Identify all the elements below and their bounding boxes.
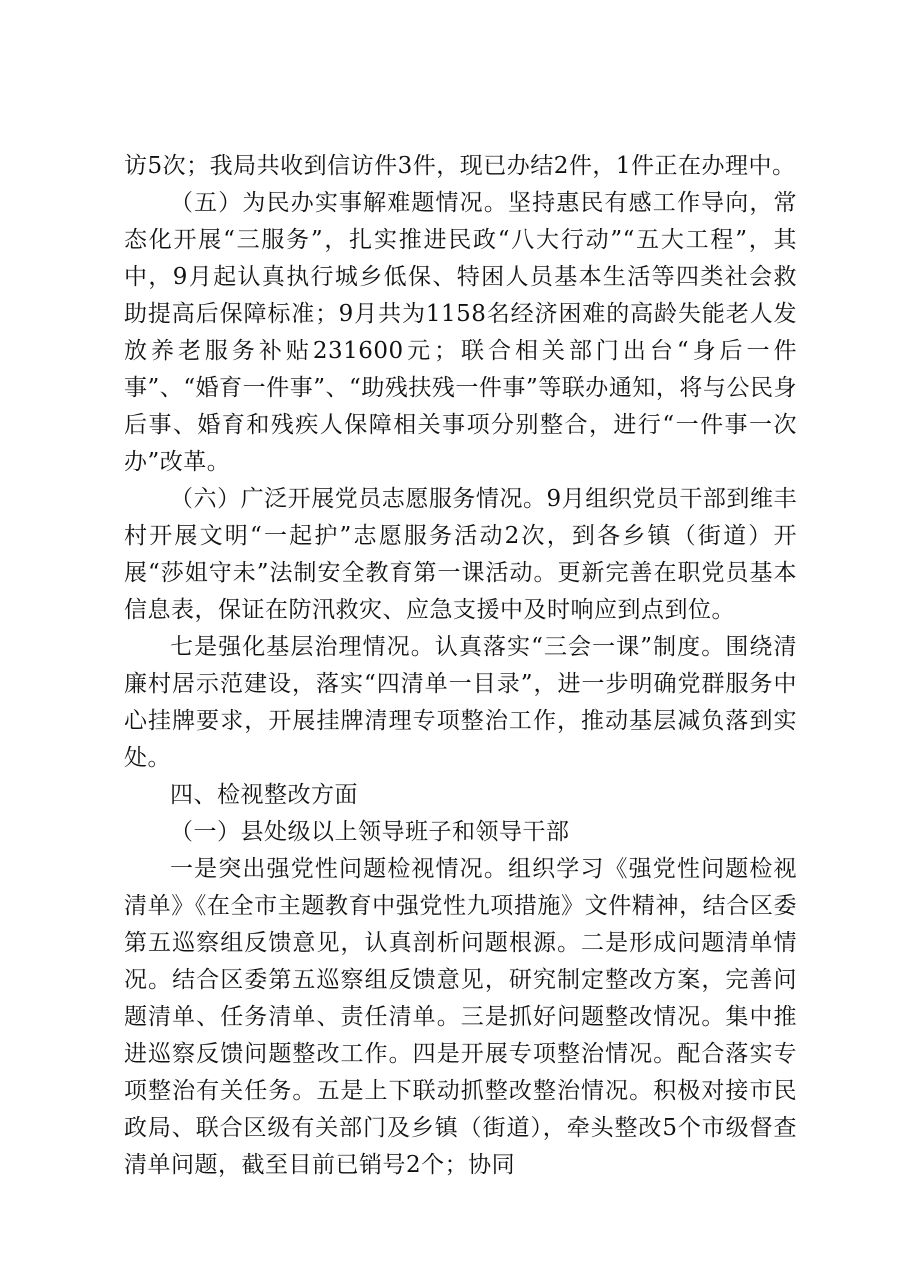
section-heading-inspection-rectification: 四、检视整改方面 — [170, 782, 358, 808]
paragraph-volunteer-service: （六）广泛开展党员志愿服务情况。9月组织党员干部到维丰村开展文明“一起护”志愿服务活动2次，到各乡镇（街道）开展“莎姐守未”法制安全教育第一课活动。更新完善在职党员基本信息表，保证在防汛救灾、应急支援中及时响应到点到位。 — [124, 486, 797, 623]
paragraph-practical-matters: （五）为民办实事解难题情况。坚持惠民有感工作导向，常态化开展“三服务”，扎实推进民政“八大行动”“五大工程”，其中，9月起认真执行城乡低保、特困人员基本生活等四类社会救助提高后保障标准；9月共为1158名经济困难的高龄失能老人发放养老服务补贴231600元；联合相关部门出台“身后一件事”、“婚育一件事”、“助残扶残一件事”等联办通知，将与公民身后事、婚育和残疾人保障相关事项分别整合，进行“一件事一次办”改革。 — [124, 190, 797, 475]
paragraph-petition-tail: 访5次；我局共收到信访件3件，现已办结2件，1件正在办理中。 — [124, 153, 796, 179]
subsection-heading-leadership: （一）县处级以上领导班子和领导干部 — [170, 819, 570, 845]
paragraph-leadership-rectification: 一是突出强党性问题检视情况。组织学习《强党性问题检视清单》《在全市主题教育中强党性九项措施》文件精神，结合区委第五巡察组反馈意见，认真剖析问题根源。二是形成问题清单情况。结合区委第五巡察组反馈意见，研究制定整改方案，完善问题清单、任务清单、责任清单。三是抓好问题整改情况。集中推进巡察反馈问题整改工作。四是开展专项整治情况。配合落实专项整治有关任务。五是上下联动抓整改整治情况。积极对接市民政局、联合区级有关部门及乡镇（街道），牵头整改5个市级督查清单问题，截至目前已销号2个；协同 — [124, 856, 797, 1178]
document-page — [124, 148, 797, 1184]
paragraph-grassroots-governance: 七是强化基层治理情况。认真落实“三会一课”制度。围绕清廉村居示范建设，落实“四清单一目录”，进一步明确党群服务中心挂牌要求，开展挂牌清理专项整治工作，推动基层减负落到实处。 — [124, 634, 797, 771]
